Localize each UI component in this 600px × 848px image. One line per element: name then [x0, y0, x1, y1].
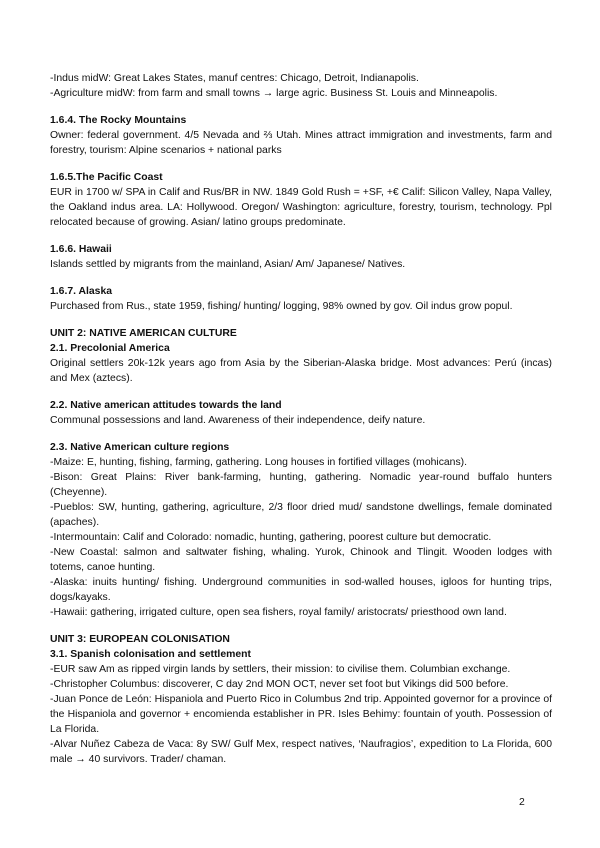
section-heading: 2.2. Native american attitudes towards the land	[50, 400, 282, 411]
section-heading: 2.1. Precolonial America	[50, 343, 170, 354]
section-heading: 1.6.5.The Pacific Coast	[50, 172, 163, 183]
section-heading: 1.6.7. Alaska	[50, 286, 113, 297]
list-item: -Alvar Nuñez Cabeza de Vaca: 8y SW/ Gulf Mex, respect natives, ‘Naufragios’, expedition to La Florida, 600 male → 40 survivors. Trader/ chaman.	[50, 739, 552, 765]
section-body: Purchased from Rus., state 1959, fishing/ hunting/ logging, 98% owned by gov. Oil indus grow popul.	[50, 301, 513, 312]
list-item: -Maize: E, hunting, fishing, farming, gathering. Long houses in fortified villages (mohicans).	[50, 457, 467, 468]
list-item: -Hawaii: gathering, irrigated culture, open sea fishers, royal family/ aristocrats/ priesthood own land.	[50, 607, 507, 618]
list-item: -EUR saw Am as ripped virgin lands by settlers, their mission: to civilise them. Columbian exchange.	[50, 664, 511, 675]
intro-line: -Indus midW: Great Lakes States, manuf centres: Chicago, Detroit, Indianapolis.	[50, 73, 419, 84]
unit-title: UNIT 3: EUROPEAN COLONISATION	[50, 634, 230, 645]
list-item: -Alaska: inuits hunting/ fishing. Underground communities in sod-walled houses, igloos for hunting trips, dogs/kayaks.	[50, 577, 552, 603]
list-item: -Intermountain: Calif and Colorado: nomadic, hunting, gathering, poorest culture but democratic.	[50, 532, 492, 543]
section-body: Owner: federal government. 4/5 Nevada and ⅔ Utah. Mines attract immigration and investments, farm and forestry, tourism: Alpine scenarios + national parks	[50, 130, 552, 156]
section-heading: 1.6.6. Hawaii	[50, 244, 112, 255]
list-item: -Juan Ponce de León: Hispaniola and Puerto Rico in Columbus 2nd trip. Appointed governor for a province of the Hispaniola and governor + encomienda establisher in PR. Isles Behimy: fountain of youth. Possession of La Florida.	[50, 694, 552, 735]
section-heading: 2.3. Native American culture regions	[50, 442, 230, 453]
page-content	[50, 71, 552, 767]
list-item: -Pueblos: SW, hunting, gathering, agriculture, 2/3 floor dried mud/ sandstone dwellings, female dominated (apaches).	[50, 502, 552, 528]
list-item: -New Coastal: salmon and saltwater fishing, whaling. Yurok, Chinook and Tlingit. Wooden lodges with totems, canoe hunting.	[50, 547, 552, 573]
section-body: Islands settled by migrants from the mainland, Asian/ Am/ Japanese/ Natives.	[50, 259, 406, 270]
section-body: Original settlers 20k-12k years ago from Asia by the Siberian-Alaska bridge. Most advances: Perú (incas) and Mex (aztecs).	[50, 358, 552, 384]
intro-line: -Agriculture midW: from farm and small towns → large agric. Business St. Louis and Minneapolis.	[50, 88, 498, 99]
list-item: -Christopher Columbus: discoverer, C day 2nd MON OCT, never set foot but Vikings did 500 before.	[50, 679, 509, 690]
unit-title: UNIT 2: NATIVE AMERICAN CULTURE	[50, 328, 237, 339]
section-body: EUR in 1700 w/ SPA in Calif and Rus/BR in NW. 1849 Gold Rush = +SF, +€ Calif: Silicon Valley, Napa Valley, the Oakland indus area. LA: Hollywood. Oregon/ Washington: agriculture, forestry, tourism, technology. Ppl relocated because of growing. Asian/ latino groups predominate.	[50, 187, 552, 228]
page-number: 2	[519, 797, 525, 808]
section-body: Communal possessions and land. Awareness of their independence, deify nature.	[50, 415, 426, 426]
section-heading: 3.1. Spanish colonisation and settlement	[50, 649, 251, 660]
section-heading: 1.6.4. The Rocky Mountains	[50, 115, 187, 126]
list-item: -Bison: Great Plains: River bank-farming, hunting, gathering. Nomadic year-round buffalo hunters (Cheyenne).	[50, 472, 552, 498]
